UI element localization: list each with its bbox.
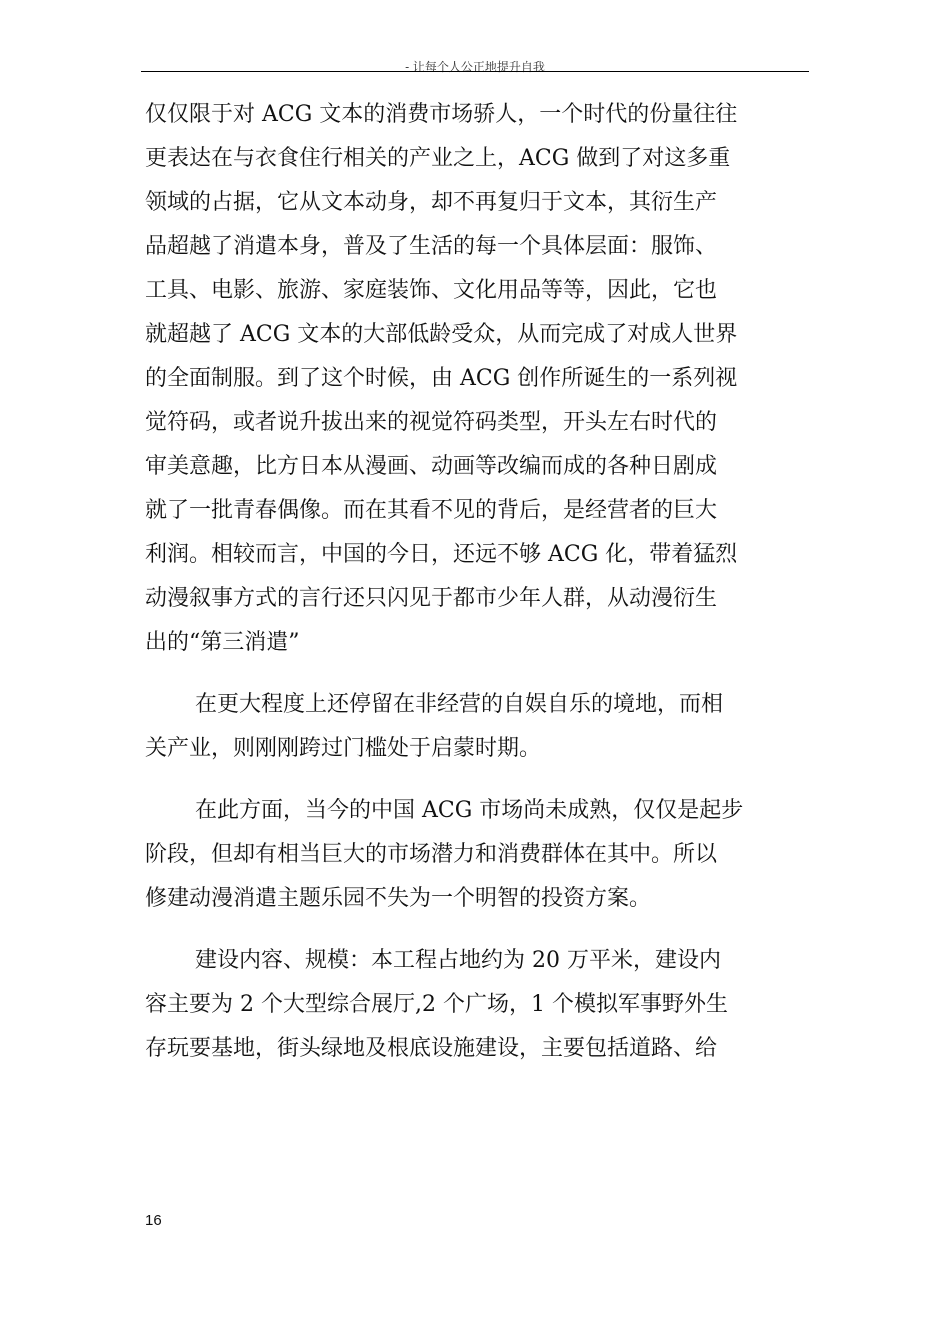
text-line: 阶段，但却有相当巨大的市场潜力和消费群体在其中。所以 <box>145 842 718 867</box>
text-line: 审美意趣，比方日本从漫画、动画等改编而成的各种日剧成 <box>145 454 718 479</box>
text-line: 修建动漫消遣主题乐园不失为一个明智的投资方案。 <box>145 886 652 911</box>
text-line: 更表达在与衣食住行相关的产业之上，ACG 做到了对这多重 <box>145 146 731 171</box>
header-slogan: - 让每个人公正地提升自我 <box>405 60 545 74</box>
text-line: 就超越了 ACG 文本的大部低龄受众，从而完成了对成人世界 <box>145 322 738 347</box>
text-line: 就了一批青春偶像。而在其看不见的背后，是经营者的巨大 <box>145 498 718 523</box>
text-line: 在更大程度上还停留在非经营的自娱自乐的境地，而相 <box>195 692 724 717</box>
page-number: 16 <box>145 1212 162 1229</box>
text-line: 工具、电影、旅游、家庭装饰、文化用品等等，因此，它也 <box>145 278 718 303</box>
text-line: 存玩要基地，街头绿地及根底设施建设，主要包括道路、给 <box>145 1036 718 1061</box>
text-line: 在此方面，当今的中国 ACG 市场尚未成熟，仅仅是起步 <box>195 798 744 823</box>
text-line: 容主要为 2 个大型综合展厅,2 个广场，1 个模拟军事野外生 <box>145 992 728 1017</box>
text-line: 利润。相较而言，中国的今日，还远不够 ACG 化，带着猛烈 <box>145 542 738 567</box>
document-body <box>145 100 810 1100</box>
text-line: 出的“第三消遣” <box>145 630 300 655</box>
text-line: 领域的占据，它从文本动身，却不再复归于文本，其衍生产 <box>145 190 718 215</box>
text-line: 品超越了消遣本身，普及了生活的每一个具体层面：服饰、 <box>145 234 718 259</box>
text-line: 建设内容、规模：本工程占地约为 20 万平米，建设内 <box>195 948 721 973</box>
text-line: 动漫叙事方式的言行还只闪见于都市少年人群，从动漫衍生 <box>145 586 718 611</box>
text-line: 关产业，则刚刚跨过门槛处于启蒙时期。 <box>145 736 542 761</box>
text-line: 仅仅限于对 ACG 文本的消费市场骄人，一个时代的份量往往 <box>145 102 738 127</box>
text-line: 觉符码，或者说升拔出来的视觉符码类型，开头左右时代的 <box>145 410 718 435</box>
text-line: 的全面制服。到了这个时候，由 ACG 创作所诞生的一系列视 <box>145 366 738 391</box>
header-divider <box>141 71 809 72</box>
